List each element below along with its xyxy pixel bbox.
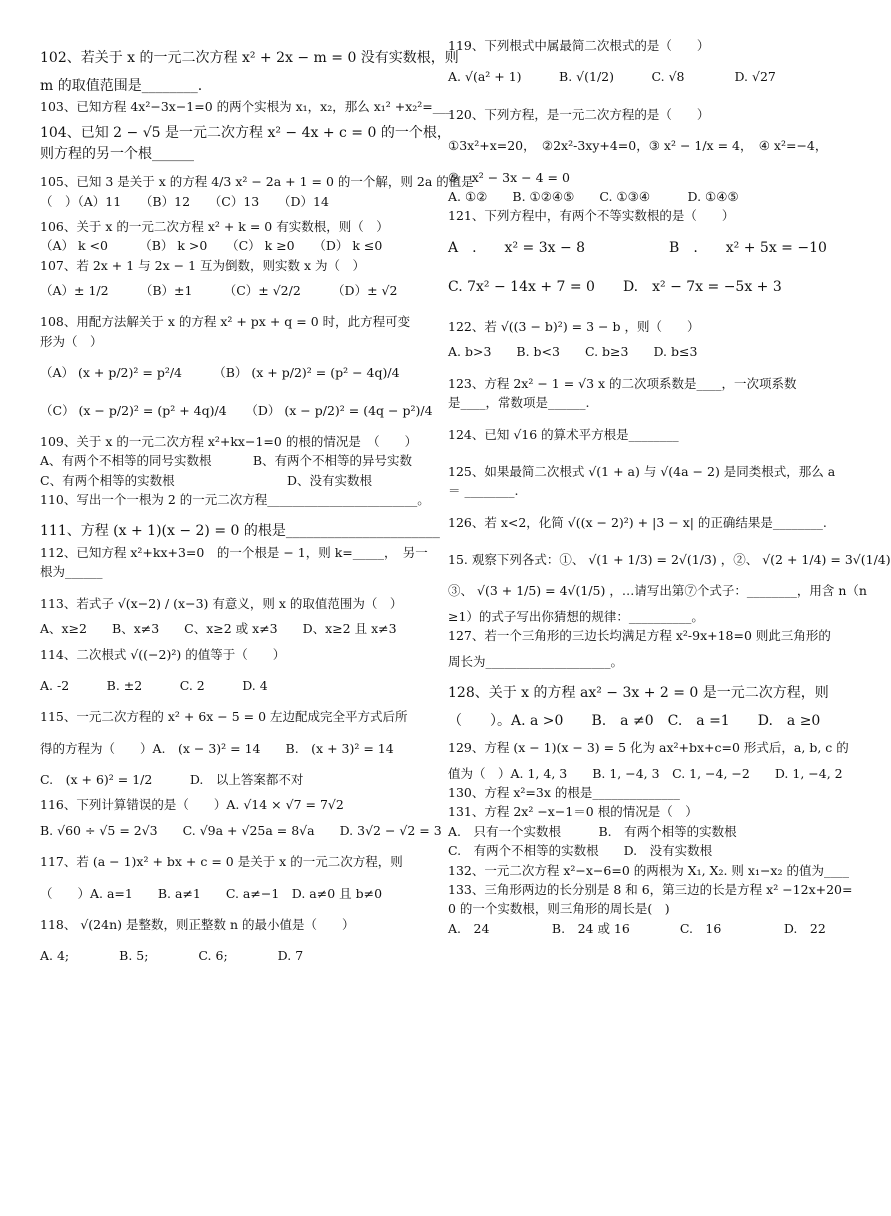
question-127 bbox=[448, 626, 831, 671]
answer-choices: A. b>3 B. b<3 C. b≥3 D. b≤3 bbox=[448, 344, 698, 360]
question-text: m 的取值范围是________. bbox=[40, 77, 203, 94]
question-129 bbox=[448, 738, 849, 783]
question-text: 根为______ bbox=[40, 564, 103, 580]
question-116 bbox=[40, 795, 442, 840]
answer-choices: （A） (x + p/2)² = p²/4 （B） (x + p/2)² = (p² − 4q)/4 bbox=[40, 365, 400, 381]
question-text: 得的方程为（ ）A. (x − 3)² = 14 B. (x + 3)² = 14 bbox=[40, 740, 394, 756]
choice-d: D、没有实数根 bbox=[286, 472, 372, 488]
question-15 bbox=[448, 550, 891, 626]
question-text: 127、若一个三角形的三边长均满足方程 x²-9x+18=0 则此三角形的 bbox=[448, 628, 831, 644]
question-text: 107、若 2x + 1 与 2x − 1 互为倒数，则实数 x 为（ ） bbox=[40, 257, 366, 273]
question-112 bbox=[40, 543, 428, 582]
question-104 bbox=[40, 123, 451, 166]
question-text: 109、关于 x 的一元二次方程 x²+kx−1=0 的根的情况是 （ ） bbox=[40, 433, 418, 449]
answer-choices: 值为（ ）A. 1, 4, 3 B. 1, −4, 3 C. 1, −4, −2 D. 1, −4, 2 bbox=[448, 765, 843, 781]
question-text: 104、已知 2 − √5 是一元二次方程 x² − 4x + c = 0 的一个根， bbox=[40, 124, 451, 141]
question-text: 116、下列计算错误的是（ ）A. √14 × √7 = 7√2 bbox=[40, 797, 344, 813]
answer-choices: A. 24 B. 24 或 16 C. 16 D. 22 bbox=[448, 920, 826, 936]
question-130 bbox=[448, 783, 828, 802]
question-text: 128、关于 x 的方程 ax² − 3x + 2 = 0 是一元二次方程，则 bbox=[448, 684, 829, 701]
choice-b: B、有两个不相等的异号实数 bbox=[252, 453, 412, 469]
answer-choices: C. 7x² − 14x + 7 = 0 D. x² − 7x = −5x + 3 bbox=[448, 279, 782, 296]
question-text: 111、方程 (x + 1)(x − 2) = 0 的根是______________________ bbox=[40, 523, 440, 540]
answer-choices: A. 4; B. 5; C. 6; D. 7 bbox=[40, 948, 304, 964]
question-text: ＝ ________. bbox=[448, 483, 519, 499]
question-text: 117、若 (a − 1)x² + bx + c = 0 是关于 x 的一元二次方程，则 bbox=[40, 854, 403, 870]
question-132 bbox=[448, 861, 849, 880]
question-text: 124、已知 √16 的算术平方根是________ bbox=[448, 426, 679, 442]
question-text: ≥1）的式子写出你猜想的规律：__________。 bbox=[448, 608, 704, 624]
answer-choices: （ ）（A）11 （B）12 （C）13 （D）14 bbox=[40, 193, 329, 209]
question-text: 106、关于 x 的一元二次方程 x² + k = 0 有实数根，则（ ） bbox=[40, 218, 389, 234]
question-text: 119、下列根式中属最简二次根式的是（ ） bbox=[448, 38, 710, 53]
question-110 bbox=[40, 490, 430, 509]
right-column bbox=[448, 36, 891, 938]
question-122 bbox=[448, 317, 828, 362]
question-115 bbox=[40, 707, 412, 789]
question-124 bbox=[448, 425, 828, 444]
question-131 bbox=[448, 802, 828, 860]
question-118 bbox=[40, 915, 412, 966]
answer-choices: C. (x + 6)² = 1/2 D. 以上答案都不对 bbox=[40, 772, 304, 788]
question-103 bbox=[40, 97, 452, 116]
question-text: 102、若关于 x 的一元二次方程 x² + 2x − m = 0 没有实数根，则 bbox=[40, 50, 459, 66]
question-123 bbox=[448, 374, 828, 413]
question-text: 130、方程 x²=3x 的根是______________ bbox=[448, 785, 680, 800]
question-121 bbox=[448, 206, 828, 299]
question-text: 121、下列方程中，有两个不等实数根的是（ ） bbox=[448, 208, 735, 224]
question-text: 129、方程 (x − 1)(x − 3) = 5 化为 ax²+bx+c=0 形式后，a, b, c 的 bbox=[448, 740, 849, 756]
left-column bbox=[40, 36, 474, 966]
answer-choices: A. 只有一个实数根 B. 有两个相等的实数根 bbox=[448, 823, 737, 839]
question-text: 132、一元二次方程 x²−x−6=0 的两根为 X₁, X₂. 则 x₁−x₂ 的值为____ bbox=[448, 862, 849, 878]
question-text: 118、 √(24n) 是整数，则正整数 n 的最小值是（ ） bbox=[40, 916, 355, 932]
question-128 bbox=[448, 683, 828, 732]
question-text: ③、 √(3 + 1/5) = 4√(1/5) ，…请写出第⑦个式子：________，用含 n（n bbox=[448, 583, 867, 599]
question-text: 133、三角形两边的长分别是 8 和 6，第三边的长是方程 x² −12x+20= bbox=[448, 881, 853, 897]
question-113 bbox=[40, 594, 412, 639]
answer-choices bbox=[40, 471, 412, 490]
choice-c: C、有两个相等的实数根 bbox=[40, 472, 175, 488]
question-text: ①3x²+x=20， ②2x²-3xy+4=0，③ x² − 1/x = 4， ④ x²=−4， bbox=[448, 138, 828, 154]
question-text: 形为（ ） bbox=[40, 333, 103, 349]
question-109 bbox=[40, 432, 418, 490]
question-text: 105、已知 3 是关于 x 的方程 4/3 x² − 2a + 1 = 0 的一个解，则 2a 的值是 bbox=[40, 174, 474, 190]
answer-choices: （ ）A. a=1 B. a≠1 C. a≠−1 D. a≠0 且 b≠0 bbox=[40, 885, 383, 901]
question-text: 108、用配方法解关于 x 的方程 x² + px + q = 0 时，此方程可变 bbox=[40, 314, 411, 330]
question-120 bbox=[448, 105, 828, 207]
question-119 bbox=[448, 36, 828, 87]
question-text: 0 的一个实数根，则三角形的周长是( ) bbox=[448, 901, 670, 917]
question-126 bbox=[448, 513, 828, 532]
answer-choices: A. -2 B. ±2 C. 2 D. 4 bbox=[40, 677, 268, 693]
question-107 bbox=[40, 256, 412, 301]
answer-choices: B. √60 ÷ √5 = 2√3 C. √9a + √25a = 8√a D. 3√2 − √2 = 3 bbox=[40, 822, 442, 838]
answer-choices: （A） k <0 （B） k >0 （C） k ≥0 （D） k ≤0 bbox=[40, 238, 383, 254]
answer-choices: （C） (x − p/2)² = (p² + 4q)/4 （D） (x − p/2)² = (4q − p²)/4 bbox=[40, 402, 433, 418]
question-106 bbox=[40, 217, 412, 256]
answer-choices: A. ①② B. ①②④⑤ C. ①③④ D. ①④⑤ bbox=[448, 188, 739, 204]
choice-a: A、有两个不相等的同号实数根 bbox=[40, 453, 212, 469]
question-117 bbox=[40, 852, 412, 903]
question-114 bbox=[40, 645, 412, 696]
answer-choices: C. 有两个不相等的实数根 D. 没有实数根 bbox=[448, 843, 713, 859]
question-text: 125、如果最简二次根式 √(1 + a) 与 √(4a − 2) 是同类根式，那么 a bbox=[448, 463, 836, 479]
question-133 bbox=[448, 880, 853, 938]
question-text: ⑤ x² − 3x − 4 = 0 bbox=[448, 169, 570, 185]
question-text: 120、下列方程，是一元二次方程的是（ ） bbox=[448, 106, 710, 122]
question-text: 123、方程 2x² − 1 = √3 x 的二次项系数是____，一次项系数 bbox=[448, 375, 797, 391]
question-111 bbox=[40, 521, 440, 543]
answer-choices: （A）± 1/2 （B）±1 （C）± √2/2 （D）± √2 bbox=[40, 283, 398, 298]
answer-choices: A. √(a² + 1) B. √(1/2) C. √8 D. √27 bbox=[448, 69, 776, 85]
question-105 bbox=[40, 172, 474, 211]
question-text: 115、一元二次方程的 x² + 6x − 5 = 0 左边配成完全平方式后所 bbox=[40, 709, 408, 725]
question-text: 126、若 x<2，化简 √((x − 2)²) + |3 − x| 的正确结果是________. bbox=[448, 514, 827, 530]
question-text: 15. 观察下列各式：①、 √(1 + 1/3) = 2√(1/3) ，②、 √(2 + 1/4) = 3√(1/4) bbox=[448, 552, 891, 567]
question-text: 131、方程 2x² −x−1＝0 根的情况是（ ） bbox=[448, 804, 698, 820]
question-text: 则方程的另一个根______ bbox=[40, 146, 194, 163]
question-text: 是____，常数项是______. bbox=[448, 395, 590, 411]
question-text: 122、若 √((3 − b)²) = 3 − b ，则（ ） bbox=[448, 319, 700, 334]
answer-choices: A、x≥2 B、x≠3 C、x≥2 或 x≠3 D、x≥2 且 x≠3 bbox=[40, 621, 397, 637]
question-text: 周长为____________________。 bbox=[448, 653, 624, 669]
question-102 bbox=[40, 48, 459, 97]
answer-choices: A . x² = 3x − 8 B . x² + 5x = −10 bbox=[448, 239, 827, 256]
answer-choices bbox=[40, 451, 412, 470]
question-text: 112、已知方程 x²+kx+3=0 的一个根是 − 1，则 k=_____， 另一 bbox=[40, 545, 428, 561]
question-text: 113、若式子 √(x−2) / (x−3) 有意义，则 x 的取值范围为（ ） bbox=[40, 595, 403, 611]
question-text: 114、二次根式 √((−2)²) 的值等于（ ） bbox=[40, 646, 286, 662]
question-108 bbox=[40, 312, 433, 420]
question-text: 110、写出一个一根为 2 的一元二次方程________________________。 bbox=[40, 492, 430, 507]
question-125 bbox=[448, 462, 836, 501]
question-text: 103、已知方程 4x²−3x−1=0 的两个实根为 x₁，x₂，那么 x₁² +x₂²=___ bbox=[40, 99, 452, 115]
answer-choices: （ ）。A. a >0 B. a ≠0 C. a =1 D. a ≥0 bbox=[448, 712, 821, 729]
